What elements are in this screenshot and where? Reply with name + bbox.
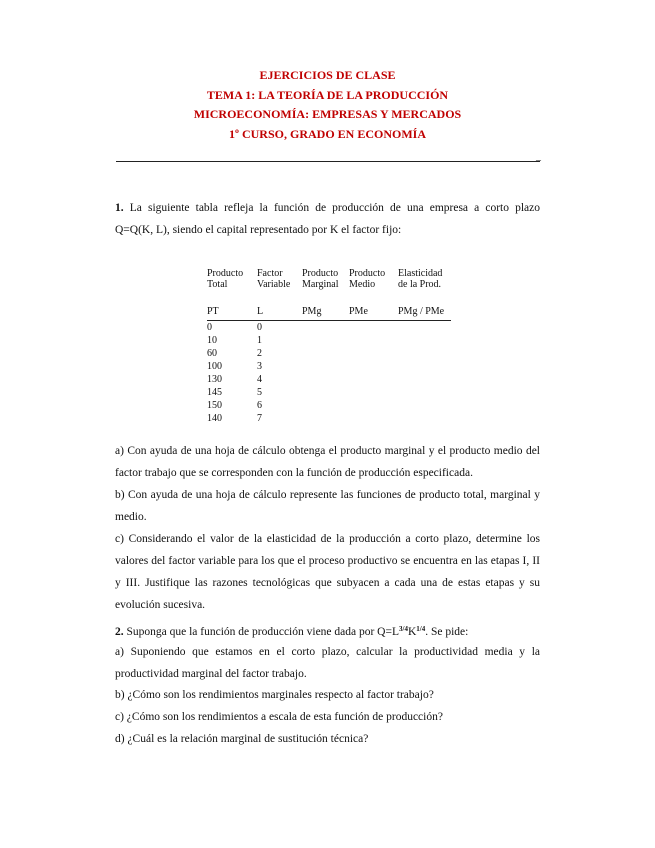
exercise-2-intro-text: Suponga que la función de producción viene dada por Q=L <box>126 626 400 638</box>
table-cell: 6 <box>257 400 262 411</box>
exercise-1-intro-line1 <box>115 197 540 219</box>
exercise-2-part-c: c) ¿Cómo son los rendimientos a escala de esta función de producción? <box>115 711 443 723</box>
table-cell: 60 <box>207 348 217 359</box>
table-cell: 3 <box>257 361 262 372</box>
exercise-2-part-d: d) ¿Cuál es la relación marginal de sustitución técnica? <box>115 733 369 745</box>
exercise-1-number: 1. <box>115 202 124 214</box>
exercise-2-number: 2. <box>115 626 124 638</box>
exercise-2-intro-end: . Se pide: <box>425 626 469 638</box>
exercise-2-part-b: b) ¿Cómo son los rendimientos marginales respecto al factor trabajo? <box>115 689 434 701</box>
table-cell: 4 <box>257 374 262 385</box>
table-cell: 2 <box>257 348 262 359</box>
table-header-rule <box>207 320 451 321</box>
exercise-2-part-a: a) Suponiendo que estamos en el corto plazo, calcular la productividad media y la productividad marginal del factor trabajo. <box>115 646 540 680</box>
table-symbol-pmg: PMg <box>302 306 322 317</box>
table-header-l: Factor Variable <box>257 268 291 290</box>
table-header-pme: Producto Medio <box>349 268 386 290</box>
table-header-pt: Producto Total <box>207 268 244 290</box>
table-column-pt <box>207 321 222 425</box>
table-cell: 150 <box>207 400 222 411</box>
exercise-2-capital-symbol: K <box>407 626 417 638</box>
table-header-elasticity: Elasticidad de la Prod. <box>398 268 443 290</box>
header-course: MICROECONOMÍA: EMPRESAS Y MERCADOS <box>193 107 462 121</box>
table-symbol-pme: PMe <box>349 306 368 317</box>
exponent-l: 3/4 <box>399 625 408 633</box>
table-cell: 0 <box>257 322 262 333</box>
table-header-pmg: Producto Marginal <box>302 268 339 290</box>
header-divider <box>116 161 540 162</box>
table-cell: 0 <box>207 322 212 333</box>
table-cell: 100 <box>207 361 222 372</box>
table-cell: 5 <box>257 387 262 398</box>
header-degree: 1º CURSO, GRADO EN ECONOMÍA <box>229 126 426 141</box>
exercise-1-part-b: b) Con ayuda de una hoja de cálculo represente las funciones de producto total, marginal y medio. <box>115 489 540 523</box>
table-symbol-l: L <box>257 306 264 317</box>
table-cell: 130 <box>207 374 222 385</box>
divider-tail: – <box>536 155 541 166</box>
header-topic: TEMA 1: LA TEORÍA DE LA PRODUCCIÓN <box>206 87 449 102</box>
table-cell: 145 <box>207 387 222 398</box>
table-cell: 1 <box>257 335 262 346</box>
table-column-l <box>257 321 262 425</box>
exponent-k: 1/4 <box>416 625 426 633</box>
header-title: EJERCICIOS DE CLASE <box>259 68 396 82</box>
document-header <box>0 66 655 144</box>
table-symbol-pt: PT <box>207 306 219 317</box>
exercise-1-intro-text: La siguiente tabla refleja la función de producción de una empresa a corto plazo <box>129 202 540 214</box>
exercise-1-part-a: a) Con ayuda de una hoja de cálculo obtenga el producto marginal y el producto medio del factor trabajo que se corresponden con la función de producción especificada. <box>115 445 540 479</box>
table-cell: 7 <box>257 413 262 424</box>
exercise-2-intro <box>115 621 540 643</box>
exercise-1-intro-line2: Q=Q(K, L), siendo el capital representado por K el factor fijo: <box>115 224 402 236</box>
table-cell: 140 <box>207 413 222 424</box>
table-cell: 10 <box>207 335 217 346</box>
table-symbol-elasticity: PMg / PMe <box>398 306 445 317</box>
exercise-1-part-c: c) Considerando el valor de la elasticidad de la producción a corto plazo, determine los valores del factor variable para los que el proceso productivo se encuentra en las etapas I, II y III. Justifique las razones tecnológicas que subyacen a cada una de estas etapas y su evolución sucesiva. <box>115 533 540 611</box>
